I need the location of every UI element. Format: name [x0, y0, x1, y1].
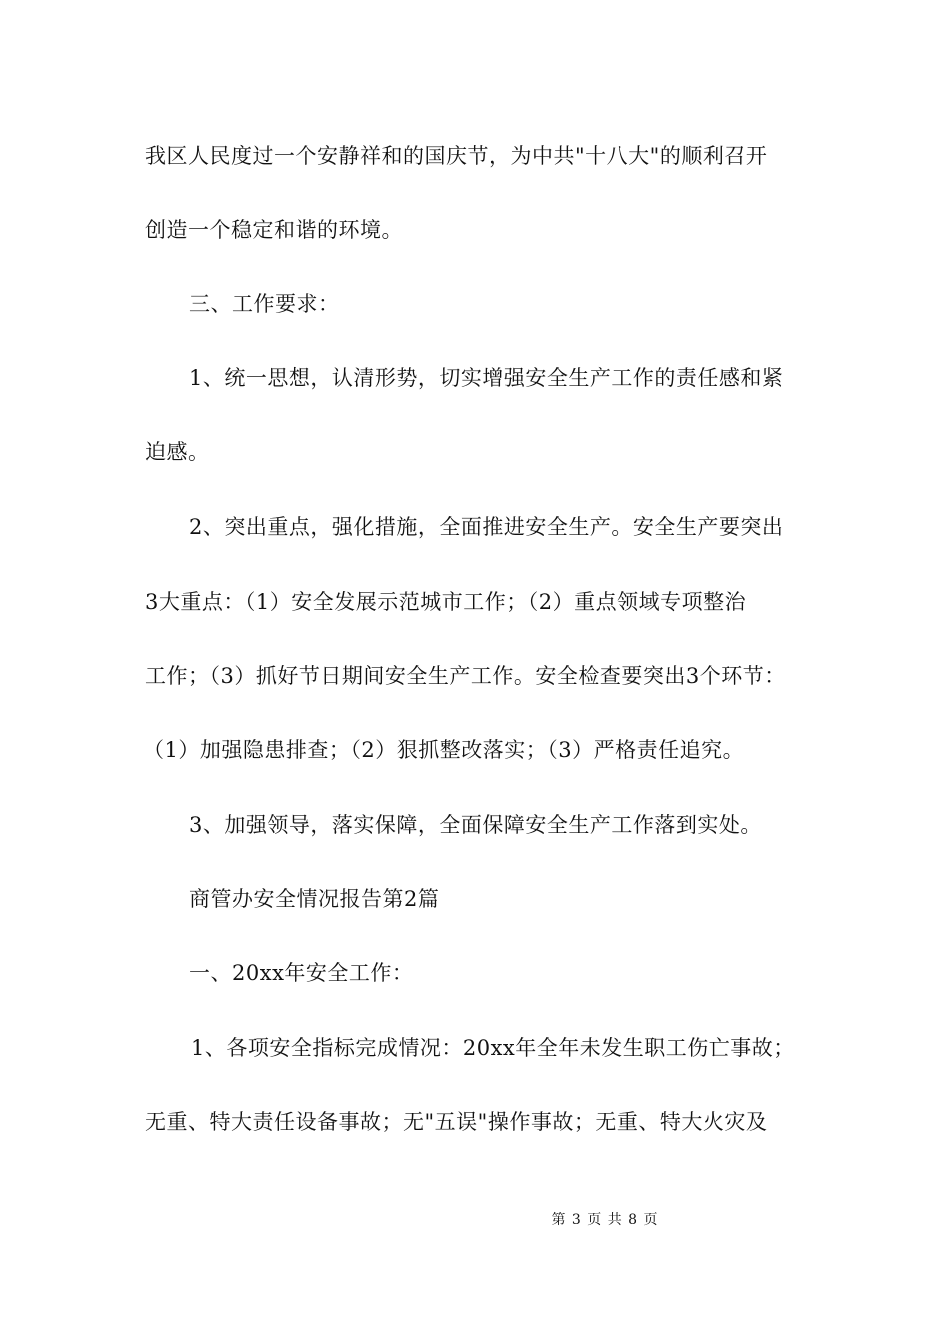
section-heading: 一、20xx年安全工作：	[189, 961, 414, 985]
body-text-line: 2、突出重点，强化措施，全面推进安全生产。安全生产要突出	[189, 515, 784, 539]
body-text-line: 迫感。	[145, 440, 210, 464]
body-text-line: （1）加强隐患排查；（2）狠抓整改落实；（3）严格责任追究。	[143, 738, 745, 762]
body-text-line: 无重、特大责任设备事故；无"五误"操作事故；无重、特大火灾及	[145, 1110, 768, 1134]
page-number-footer: 第 3 页 共 8 页	[551, 1212, 659, 1228]
body-text-line: 1、统一思想，认清形势，切实增强安全生产工作的责任感和紧	[189, 366, 784, 390]
body-text-line: 3大重点：（1）安全发展示范城市工作；（2）重点领域专项整治	[145, 590, 747, 614]
section-heading: 三、工作要求：	[189, 292, 340, 316]
body-text-line: 3、加强领导，落实保障，全面保障安全生产工作落到实处。	[189, 813, 762, 837]
article-title: 商管办安全情况报告第2篇	[189, 887, 440, 911]
body-text-line: 工作；（3）抓好节日期间安全生产工作。安全检查要突出3个环节：	[145, 664, 786, 688]
body-text-line: 创造一个稳定和谐的环境。	[145, 218, 403, 242]
body-text-line: 1、各项安全指标完成情况：20xx年全年未发生职工伤亡事故；	[191, 1036, 795, 1060]
body-text-line: 我区人民度过一个安静祥和的国庆节，为中共"十八大"的顺利召开	[145, 144, 768, 168]
